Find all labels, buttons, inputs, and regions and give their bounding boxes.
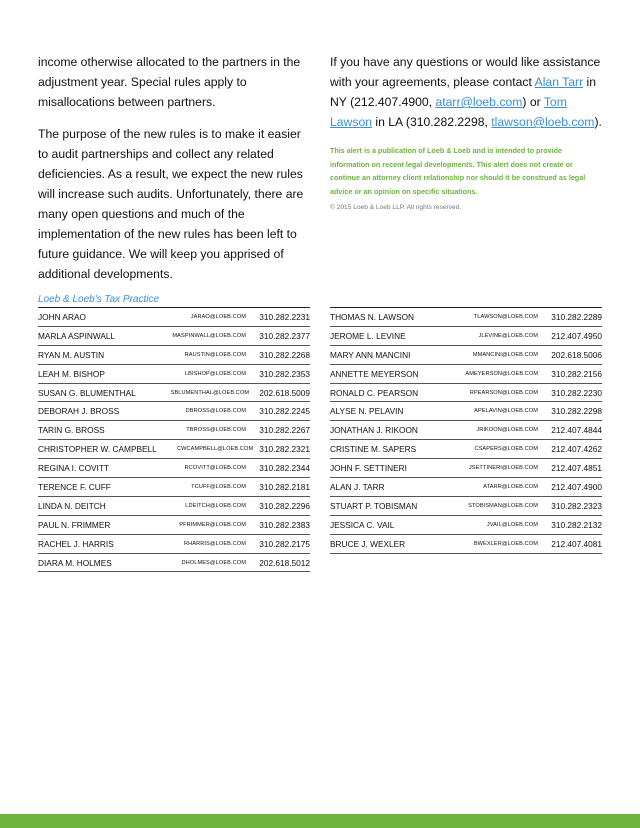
attorney-email-link[interactable]: LBISHOP@LOEB.COM [184,370,246,377]
attorney-email-link[interactable]: JSETTINERI@LOEB.COM [468,465,538,472]
attorney-email-link[interactable]: TBROSS@LOEB.COM [186,427,246,434]
table-row [38,516,310,535]
table-row [38,459,310,478]
attorney-name: PAUL N. FRIMMER [38,519,111,530]
attorney-name: JONATHAN J. RIKOON [330,425,418,436]
attorney-phone: 310.282.2321 [259,444,310,455]
attorney-phone: 310.282.2230 [551,387,602,398]
attorney-phone: 212.407.4262 [551,444,602,455]
attorney-phone: 310.282.2353 [259,368,310,379]
attorney-name: STUART P. TOBISMAN [330,500,418,511]
attorney-name: THOMAS N. LAWSON [330,311,415,322]
attorney-phone: 212.407.4851 [551,463,602,474]
attorney-email-link[interactable]: BWEXLER@LOEB.COM [473,540,538,547]
contact-paragraph [330,52,602,132]
attorney-name: REGINA I. COVITT [38,463,109,474]
table-row [330,402,602,421]
contact-text-4: in LA (310.282.2298, [372,115,492,129]
table-row [330,308,602,327]
attorney-phone: 310.282.2377 [259,330,310,341]
attorney-email-link[interactable]: JLEVINE@LOEB.COM [478,332,538,339]
attorney-name: BRUCE J. WEXLER [330,538,406,549]
attorney-email-link[interactable]: APELAVIN@LOEB.COM [474,408,538,415]
attorney-email-link[interactable]: TLAWSON@LOEB.COM [473,313,538,320]
table-row [38,421,310,440]
tlawson-email-link[interactable]: tlawson@loeb.com [491,115,595,129]
attorney-name: TARIN G. BROSS [38,425,105,436]
table-row [330,327,602,346]
attorney-email-link[interactable]: JVAIL@LOEB.COM [486,521,538,528]
table-row [38,384,310,403]
attorney-name: JOHN ARAO [38,311,86,322]
attorney-name: DIARA M. HOLMES [38,557,112,568]
attorney-phone: 310.282.2298 [551,406,602,417]
attorney-email-link[interactable]: SBLUMENTHAL@LOEB.COM [170,389,250,396]
attorney-email-link[interactable]: CWCAMPBELL@LOEB.COM [176,446,254,453]
attorney-phone: 310.282.2296 [259,500,310,511]
attorney-name: ALAN J. TARR [330,481,385,492]
attorney-name: CRISTINE M. SAPERS [330,444,417,455]
attorney-email-link[interactable]: RPEARSON@LOEB.COM [469,389,539,396]
attorney-email-link[interactable]: JARAO@LOEB.COM [190,313,246,320]
table-row [38,308,310,327]
attorney-phone: 212.407.4950 [551,330,602,341]
table-row [330,497,602,516]
attorney-name: RONALD C. PEARSON [330,387,419,398]
table-row [38,554,310,573]
attorney-phone: 202.618.5012 [259,557,310,568]
atarr-email-link[interactable]: atarr@loeb.com [435,95,523,109]
copyright-text: © 2015 Loeb & Loeb LLP. All rights reserved. [330,204,462,211]
table-row [38,365,310,384]
disclaimer-text: This alert is a publication of Loeb & Loeb and is intended to provide information on recent legal developments. This alert does not create or continue an attorney client relationship nor should it be construed as legal advice or an opinion on specific situations. [330,146,586,196]
footer-bar [0,814,640,828]
tom-lawson-link[interactable]: Tom Lawson [330,95,567,129]
attorney-name: JESSICA C. VAIL [330,519,395,530]
attorney-email-link[interactable]: RCOVITT@LOEB.COM [184,465,246,472]
body-text-right-column [330,52,602,211]
attorney-phone: 310.282.2267 [259,425,310,436]
attorney-email-link[interactable]: RAUSTIN@LOEB.COM [184,351,246,358]
directory-left-table [38,307,310,572]
attorney-email-link[interactable]: DHOLMES@LOEB.COM [181,559,246,566]
table-row [38,402,310,421]
attorney-email-link[interactable]: PFRIMMER@LOEB.COM [179,521,246,528]
attorney-name: ALYSE N. PELAVIN [330,406,404,417]
alan-tarr-link[interactable]: Alan Tarr [534,75,584,89]
table-row [330,459,602,478]
contact-text-1: If you have any questions or would like assistance with your agreements, please contact [330,55,601,89]
attorney-email-link[interactable]: MMANCINI@LOEB.COM [472,351,538,358]
attorney-phone: 310.282.2132 [551,519,602,530]
directory-right-table [330,307,602,554]
contact-text-2: in NY (212.407.4900, [330,75,597,109]
attorney-phone: 212.407.4844 [551,425,602,436]
table-row [38,478,310,497]
attorney-phone: 310.282.2181 [259,481,310,492]
attorney-phone: 202.618.5009 [259,387,310,398]
paragraph-2: The purpose of the new rules is to make it easier to audit partnerships and collect any related deficiencies. As a result, we expect the new rules will increase such audits. Unfortunately, there are many open questions and much of the implementation of the new rules has been left to future guidance. We will keep you apprised of additional developments. [38,127,304,281]
attorney-phone: 310.282.2323 [551,500,602,511]
table-row [330,516,602,535]
attorney-name: RYAN M. AUSTIN [38,349,105,360]
attorney-email-link[interactable]: DBROSS@LOEB.COM [185,408,246,415]
table-row [330,440,602,459]
attorney-email-link[interactable]: JRIKOON@LOEB.COM [476,427,538,434]
table-row [330,535,602,554]
attorney-phone: 310.282.2268 [259,349,310,360]
attorney-email-link[interactable]: MASPINWALL@LOEB.COM [172,332,246,339]
attorney-phone: 310.282.2383 [259,519,310,530]
body-text-left-column [38,52,310,296]
table-row [38,535,310,554]
attorney-phone: 212.407.4081 [551,538,602,549]
attorney-name: RACHEL J. HARRIS [38,538,114,549]
table-row [38,497,310,516]
attorney-name: ANNETTE MEYERSON [330,368,419,379]
table-row [38,327,310,346]
attorney-email-link[interactable]: RHARRIS@LOEB.COM [184,540,246,547]
attorney-phone: 310.282.2175 [259,538,310,549]
table-row [330,421,602,440]
table-row [38,346,310,365]
attorney-email-link[interactable]: ATARR@LOEB.COM [483,483,538,490]
attorney-name: TERENCE F. CUFF [38,481,111,492]
attorney-name: LEAH M. BISHOP [38,368,105,379]
table-row [38,440,310,459]
attorney-phone: 310.282.2245 [259,406,310,417]
attorney-email-link[interactable]: STOBISMAN@LOEB.COM [468,502,538,509]
attorney-name: JEROME L. LEVINE [330,330,406,341]
attorney-name: DEBORAH J. BROSS [38,406,120,417]
attorney-name: MARLA ASPINWALL [38,330,116,341]
attorney-email-link[interactable]: AMEYERSON@LOEB.COM [465,370,539,377]
attorney-name: LINDA N. DEITCH [38,500,106,511]
attorney-name: SUSAN G. BLUMENTHAL [38,387,136,398]
table-row [330,384,602,403]
paragraph-1: income otherwise allocated to the partners in the adjustment year. Special rules apply to misallocations between partners. [38,55,301,109]
attorney-phone: 202.618.5006 [551,349,602,360]
contact-text-3: ) or [522,95,544,109]
attorney-email-link[interactable]: CSAPERS@LOEB.COM [474,446,538,453]
section-title: Loeb & Loeb's Tax Practice [38,294,160,305]
attorney-phone: 310.282.2156 [551,368,602,379]
attorney-name: CHRISTOPHER W. CAMPBELL [38,444,157,455]
table-row [330,346,602,365]
attorney-phone: 310.282.2289 [551,311,602,322]
attorney-name: JOHN F. SETTINERI [330,463,407,474]
table-row [330,478,602,497]
attorney-email-link[interactable]: LDEITCH@LOEB.COM [185,502,246,509]
table-row [330,365,602,384]
attorney-phone: 212.407.4900 [551,481,602,492]
attorney-phone: 310.282.2231 [259,311,310,322]
attorney-phone: 310.282.2344 [259,463,310,474]
attorney-name: MARY ANN MANCINI [330,349,411,360]
contact-text-5: ). [594,115,602,129]
attorney-email-link[interactable]: TCUFF@LOEB.COM [191,483,246,490]
